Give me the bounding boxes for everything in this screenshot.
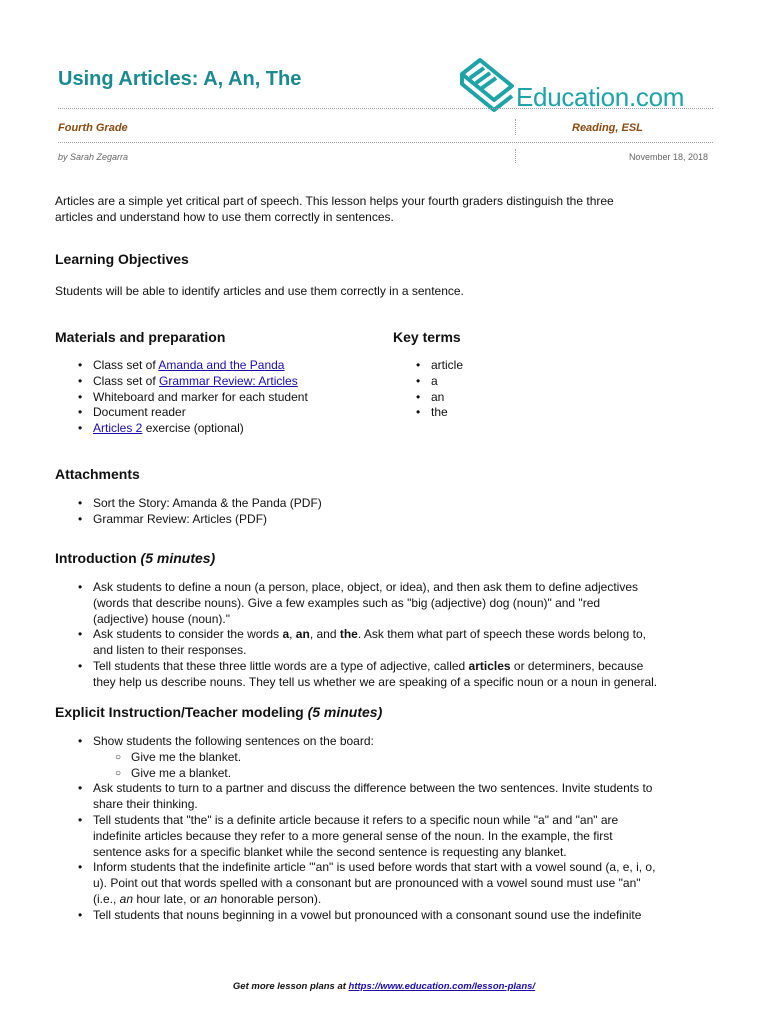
introduction-time: (5 minutes)	[140, 550, 216, 566]
divider	[58, 142, 713, 143]
list-item: • Articles 2 exercise (optional)	[78, 421, 244, 436]
footer	[0, 981, 768, 992]
explicit-heading-text: Explicit Instruction/Teacher modeling	[55, 704, 304, 720]
introduction-heading	[55, 550, 215, 566]
footer-text: Get more lesson plans at	[232, 981, 349, 992]
divider	[515, 119, 516, 135]
list-item: • Tell students that nouns beginning in a vowel but pronounced with a consonant sound use the indefinite	[78, 907, 642, 922]
materials-list	[78, 358, 308, 437]
introduction-heading-text: Introduction	[55, 550, 137, 566]
list-item: • Ask students to consider the words a, an, and the. Ask them what part of speech these words belong to, and listen to their responses.	[78, 627, 647, 658]
list-item: • a	[416, 373, 438, 388]
attachments-list	[78, 496, 322, 528]
list-item[interactable]: • Sort the Story: Amanda & the Panda (PDF)	[78, 496, 322, 510]
divider	[515, 149, 516, 163]
list-item: • Show students the following sentences on the board: ○ Give me the blanket. ○ Give me a blanket.	[78, 734, 374, 780]
page-title: Using Articles: A, An, The	[58, 68, 302, 90]
intro-paragraph	[55, 193, 715, 225]
list-item: • Class set of Amanda and the Panda	[78, 358, 285, 372]
list-item: • an	[416, 389, 445, 404]
amanda-panda-link[interactable]: Amanda and the Panda	[158, 358, 285, 372]
materials-heading: Materials and preparation	[55, 329, 226, 345]
introduction-list	[78, 580, 713, 691]
learning-objectives-heading: Learning Objectives	[55, 251, 189, 267]
list-item: • Tell students that these three little words are a type of adjective, called articles or determiners, because they help us describe nouns. They tell us whether we are speaking of a specific noun or a noun in general.	[78, 658, 658, 689]
author: by Sarah Zegarra	[58, 152, 129, 162]
grade-label: Fourth Grade	[58, 122, 128, 134]
explicit-instruction-heading	[55, 704, 382, 720]
date: November 18, 2018	[628, 152, 708, 162]
list-item[interactable]: • Grammar Review: Articles (PDF)	[78, 511, 268, 526]
key-terms-heading: Key terms	[393, 329, 461, 345]
list-item: • Whiteboard and marker for each student	[78, 389, 308, 404]
list-item: • Ask students to define a noun (a person, place, object, or idea), and then ask them to define adjectives (words that describe nouns). Give a few examples such as "big (adjective) dog (noun)" and "red (adjective) house (noun)."	[78, 580, 639, 626]
list-item: • Document reader	[78, 405, 186, 420]
subject-label: Reading, ESL	[572, 122, 643, 134]
attachments-heading: Attachments	[55, 466, 140, 482]
key-terms-list	[416, 358, 464, 421]
list-item: • the	[416, 405, 448, 420]
grammar-review-link[interactable]: Grammar Review: Articles	[159, 373, 298, 388]
logo-text[interactable]: Education.com	[516, 82, 685, 112]
learning-objectives-text: Students will be able to identify articles and use them correctly in a sentence.	[55, 284, 464, 298]
intro-line: articles and understand how to use them correctly in sentences.	[55, 210, 394, 224]
list-item: • Inform students that the indefinite article '"an" is used before words that start with a vowel sound (a, e, i, o, u). Point out that words spelled with a consonant but are pronounced with a vowel sound must use "an" (i.e., an hour late, or an honorable person).	[78, 860, 656, 906]
explicit-time: (5 minutes)	[307, 704, 383, 720]
divider	[58, 108, 713, 109]
articles-2-link[interactable]: Articles 2	[93, 421, 143, 436]
education-logo-icon	[456, 56, 518, 112]
list-item: • Ask students to turn to a partner and discuss the difference between the two sentences. Invite students to share their thinking.	[78, 781, 653, 812]
list-item: • article	[416, 358, 464, 372]
list-item: • Tell students that "the" is a definite article because it refers to a specific noun while "a" and "an" are indefinite articles because they refer to a more general sense of the noun. In the example, the first sentence asks for a specific blanket while the second sentence is requesting any blanket.	[78, 812, 619, 859]
intro-line: Articles are a simple yet critical part of speech. This lesson helps your fourth graders distinguish the three	[55, 194, 614, 208]
list-item: • Class set of Grammar Review: Articles	[78, 373, 298, 388]
explicit-instruction-list	[78, 734, 713, 924]
lesson-plans-link[interactable]: https://www.education.com/lesson-plans/	[348, 981, 536, 992]
